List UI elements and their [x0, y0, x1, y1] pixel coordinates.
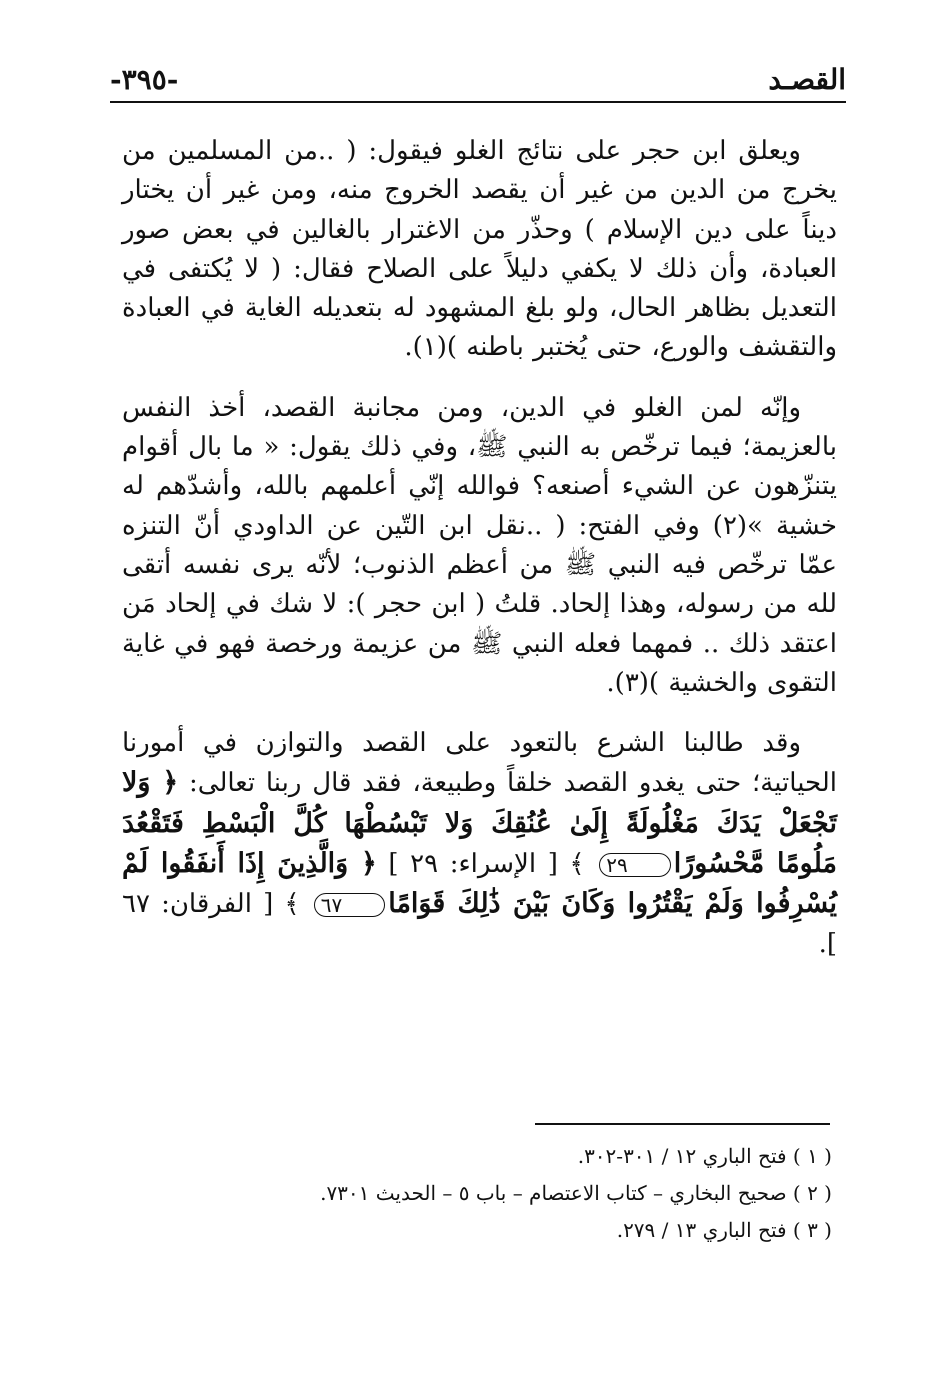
footnote: ( ٣ ) فتح الباري ١٣ / ٢٧٩. [616, 1218, 832, 1242]
quran-verse: ﴿ وَلا تَجْعَلْ يَدَكَ مَغْلُولَةً إِلَىٰ عُنُقِكَ وَلا تَبْسُطْهَا كُلَّ الْبَسْطِ فَتَقْعُدَ مَلُومًا مَّحْسُورًا [122, 767, 838, 880]
paragraph [122, 132, 837, 368]
footnote: ( ١ ) فتح الباري ١٢ / ٣٠١-٣٠٢. [577, 1144, 832, 1168]
paragraph-text: وقد طالبنا الشرع بالتعود على القصد والتوازن في أمورنا الحياتية؛ حتى يغدو القصد خلقاً وطبيعة، فقد قال ربنا تعالى: [122, 728, 837, 799]
verse-number: ٢٩ [599, 853, 670, 877]
running-title: القصـد [768, 63, 846, 96]
footnotes [122, 1138, 832, 1249]
paragraph-text: ويعلق ابن حجر على نتائج الغلو فيقول: ( ..من المسلمين من يخرج من الدين من غير أن يقصد الخروج منه، ومن غير أن يختار ديناً على دين الإسلام ) وحذّر من الاغترار بالغالين في بعض صور العبادة، وأن ذلك لا يكفي دليلاً على الصلاح فقال: ( لا يُكتفى في التعديل بظاهر الحال، ولو بلغ المشهود له بتعديله الغاية في العبادة والتقشف والورع، حتى يُختبر باطنه )(١). [122, 136, 837, 363]
paragraph-text: ﴾ [ الإسراء: ٢٩ ] [376, 849, 597, 880]
paragraph-text: وإنّه لمن الغلو في الدين، ومن مجانبة القصد، أخذ النفس بالعزيمة؛ فيما ترخّص به النبي ﷺ، وفي ذلك يقول: « ما بال أقوام يتنزّهون عن الشيء أصنعه؟ فوالله إنّي أعلمهم بالله، وأشدّهم له خشية »(٢) وفي الفتح: ( ..نقل ابن التّين عن الداودي أنّ التنزه عمّا ترخّص فيه النبي ﷺ من أعظم الذنوب؛ لأنّه يرى نفسه أتقى لله من رسوله، وهذا إلحاد. قلتُ ( ابن حجر ): لا شك في إلحاد مَن اعتقد ذلك .. فمهما فعله النبي ﷺ من عزيمة ورخصة فهو في غاية التقوى والخشية )(٣). [122, 392, 837, 698]
main-text [122, 132, 837, 985]
paragraph [122, 724, 837, 964]
footnote-divider [535, 1123, 830, 1125]
paragraph-text: ﴾ [ الفرقان: ٦٧ ]. [122, 889, 837, 959]
quran-verse: ﴿ وَالَّذِينَ إِذَا أَنفَقُوا لَمْ يُسْرِفُوا وَلَمْ يَقْتُرُوا وَكَانَ بَيْنَ ذَٰلِكَ قَوَامًا [122, 848, 837, 920]
verse-number: ٦٧ [314, 893, 385, 917]
footnote: ( ٢ ) صحيح البخاري – كتاب الاعتصام – باب ٥ – الحديث ٧٣٠١. [320, 1181, 832, 1205]
header-divider [110, 101, 846, 103]
paragraph [122, 389, 837, 703]
page-number: -٣٩٥- [110, 63, 179, 96]
page-header [110, 52, 846, 102]
